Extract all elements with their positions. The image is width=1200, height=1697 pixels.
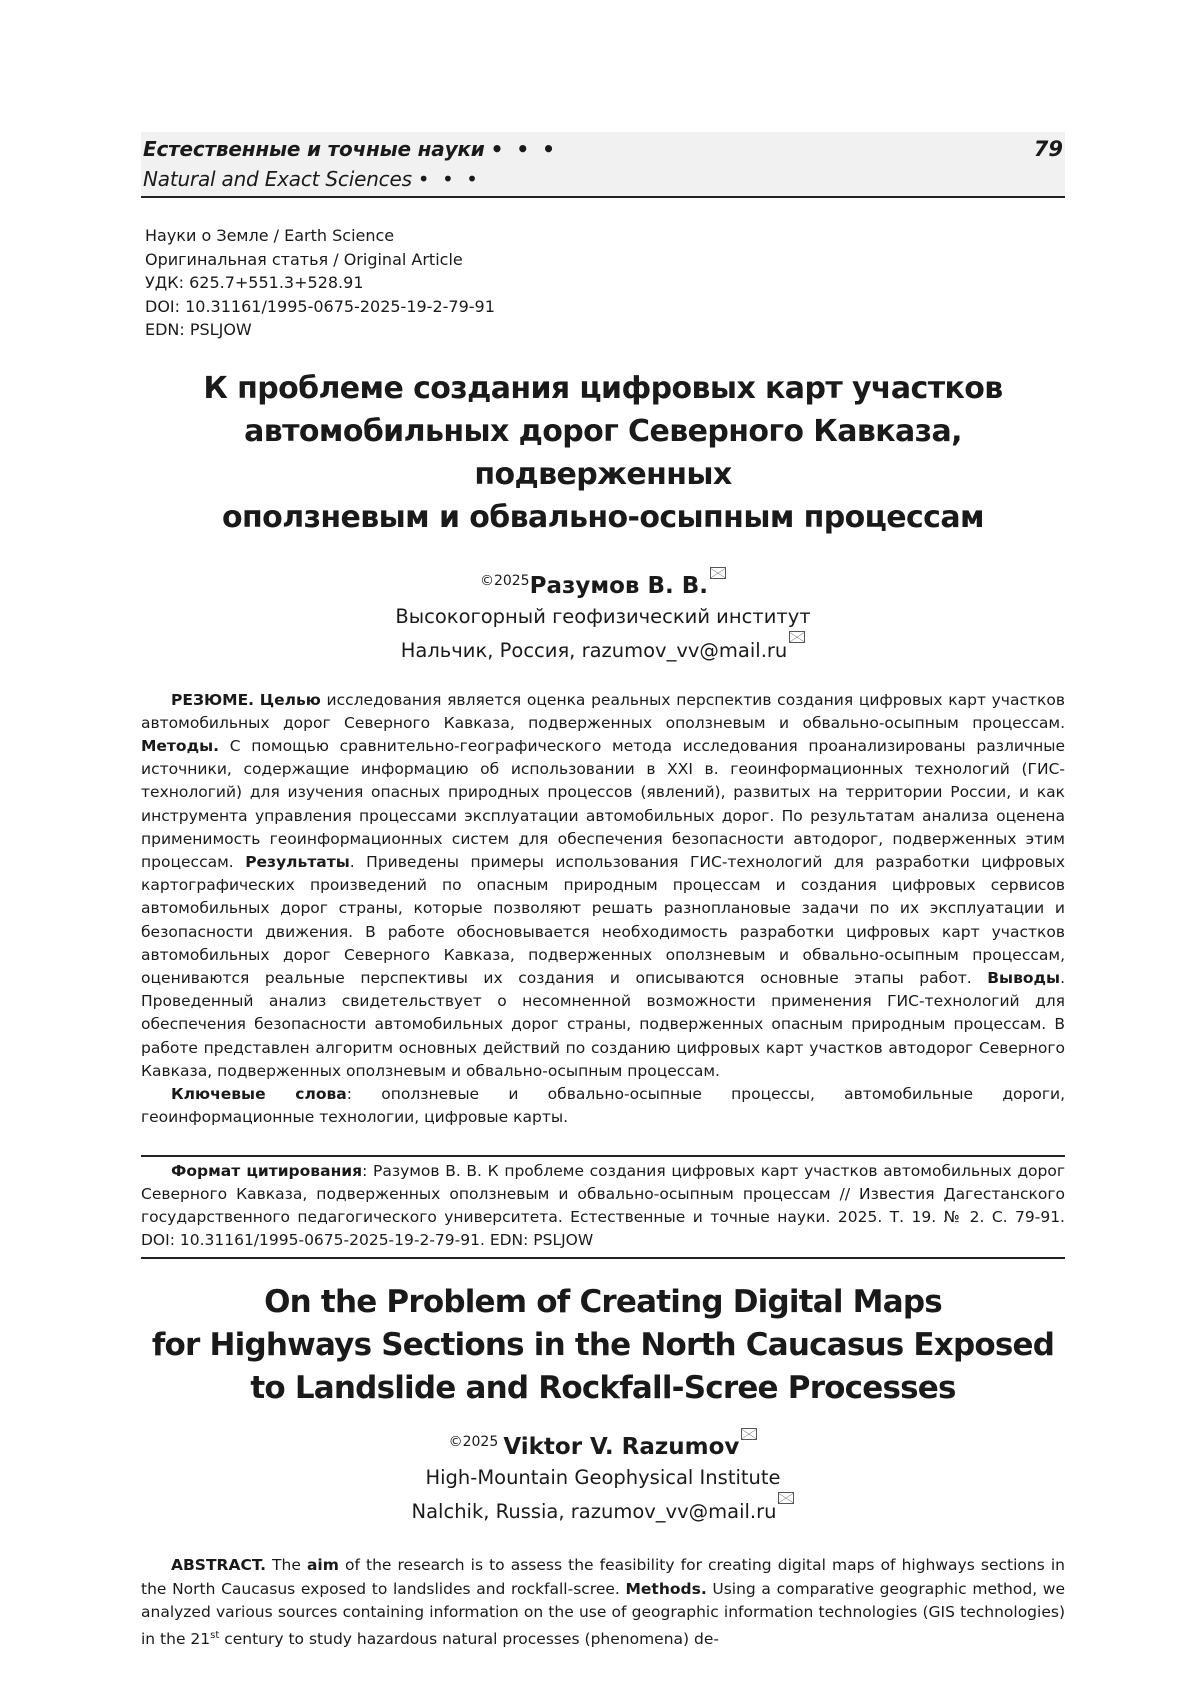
header-dots: • • •	[490, 137, 558, 161]
meta-section: Науки о Земле / Earth Science	[145, 226, 395, 245]
author-name-en: Viktor V. Razumov	[503, 1434, 740, 1461]
institute-ru: Высокогорный геофизический институт	[395, 604, 811, 628]
article-metadata	[141, 224, 1065, 342]
institute-en: High-Mountain Geophysical Institute	[425, 1466, 781, 1490]
envelope-icon[interactable]	[789, 631, 805, 643]
abstract-ru-paragraph: РЕЗЮМЕ. Целью исследования является оценка реальных перспектив создания цифровых карт участков автомобильных дорог Северного Кавказа, подверженных оползневым и обвально-осыпным процессам. Методы. С помощью сравнительно-географического метода исследования проанализированы различные источники, содержащие информацию об использовании в XXI в. геоинформационных технологий (ГИС-технологий) для изучения опасных природных процессов (явлений), развитых на территории России, и как инструмента управления процессами эксплуатации автомобильных дорог. По результатам анализа оценена применимость геоинформационных систем для обеспечения безопасности автодорог, подверженных этим процессам. Результаты. Приведены примеры использования ГИС-технологий для разработки цифровых картографических произведений по опасным природным процессам и создания цифровых сервисов автомобильных дорог страны, которые позволяют решать разноплановые задачи по их эксплуатации и безопасности движения. В работе обосновывается необходимость разработки цифровых карт участков автомобильных дорог Северного Кавказа, подверженных оползневым и обвально-осыпным процессам, оцениваются реальные перспективы их создания и описываются основные этапы работ. Выводы. Проведенный анализ свидетельствует о несомненной возможности применения ГИС-технологий для обеспечения безопасности автомобильных дорог страны, подверженных опасным природным процессам. В работе представлен алгоритм основных действий по созданию цифровых карт участков автодорог Северного Кавказа, подверженных оползневым и обвально-осыпным процессам.	[141, 690, 1065, 1080]
title-en-line: to Landslide and Rockfall-Scree Processes	[250, 1370, 956, 1407]
keywords-ru: Ключевые слова: оползневые и обвально-осыпные процессы, автомобильные дороги, геоинформационные технологии, цифровые карты.	[141, 1084, 1065, 1127]
journal-title-en: Natural and Exact Sciences • • •	[143, 167, 481, 191]
title-en-line: for Highways Sections in the North Caucasus Exposed	[151, 1327, 1055, 1364]
author-block-ru	[141, 567, 1065, 602]
title-ru	[141, 367, 1065, 539]
location-email-en: Nalchik, Russia, razumov_vv@mail.ru	[141, 1492, 1065, 1526]
copyright: ©2025	[479, 572, 530, 589]
article-page	[141, 132, 1065, 1651]
journal-header	[141, 132, 1065, 198]
title-ru-line: К проблеме создания цифровых карт участков	[203, 370, 1003, 406]
citation-box	[141, 1155, 1065, 1259]
meta-udc: УДК: 625.7+551.3+528.91	[145, 273, 364, 292]
journal-title-ru: Естественные и точные науки • • •	[143, 137, 558, 161]
abstract-ru	[141, 689, 1065, 1130]
title-en-line: On the Problem of Creating Digital Maps	[264, 1284, 942, 1321]
header-dots: • • •	[417, 167, 481, 191]
envelope-icon[interactable]	[741, 1428, 757, 1440]
abstract-en	[141, 1554, 1065, 1651]
meta-doi[interactable]: DOI: 10.31161/1995-0675-2025-19-2-79-91	[145, 296, 495, 316]
envelope-icon[interactable]	[710, 567, 726, 579]
copyright: ©2025	[448, 1434, 499, 1451]
page-number: 79	[1033, 137, 1063, 161]
citation-label: Формат цитирования	[171, 1162, 363, 1181]
envelope-icon[interactable]	[778, 1492, 794, 1504]
author-name-ru: Разумов В. В.	[529, 572, 709, 599]
meta-article-type: Оригинальная статья / Original Article	[145, 249, 463, 269]
title-en	[141, 1281, 1065, 1410]
citation-text: : Разумов В. В. К проблеме создания цифровых карт участков автомобильных дорог Северного Кавказа, подверженных оползневым и обвально-осыпным процессам // Известия Дагестанского государственного педагогического университета. Естественные и точные науки. 2025. Т. 19. № 2. С. 79-91. DOI: 10.31161/1995-0675-2025-19-2-79-91. EDN: PSLJOW	[141, 1162, 1065, 1250]
author-block-en	[141, 1428, 1065, 1463]
location-email-ru: Нальчик, Россия, razumov_vv@mail.ru	[141, 631, 1065, 665]
title-ru-line: автомобильных дорог Северного Кавказа, подверженных	[244, 413, 962, 492]
title-ru-line: оползневым и обвально-осыпным процессам	[222, 499, 984, 535]
abstract-en-paragraph: ABSTRACT. The aim of the research is to assess the feasibility for creating digital maps of highways sections in the North Caucasus exposed to landslides and rockfall-scree. Methods. Using a comparative geographic method, we analyzed various sources containing information on the use of geographic information technologies (GIS technologies) in the 21st century to study hazardous natural processes (phenomena) de-	[141, 1556, 1065, 1649]
meta-edn: EDN: PSLJOW	[145, 320, 252, 339]
